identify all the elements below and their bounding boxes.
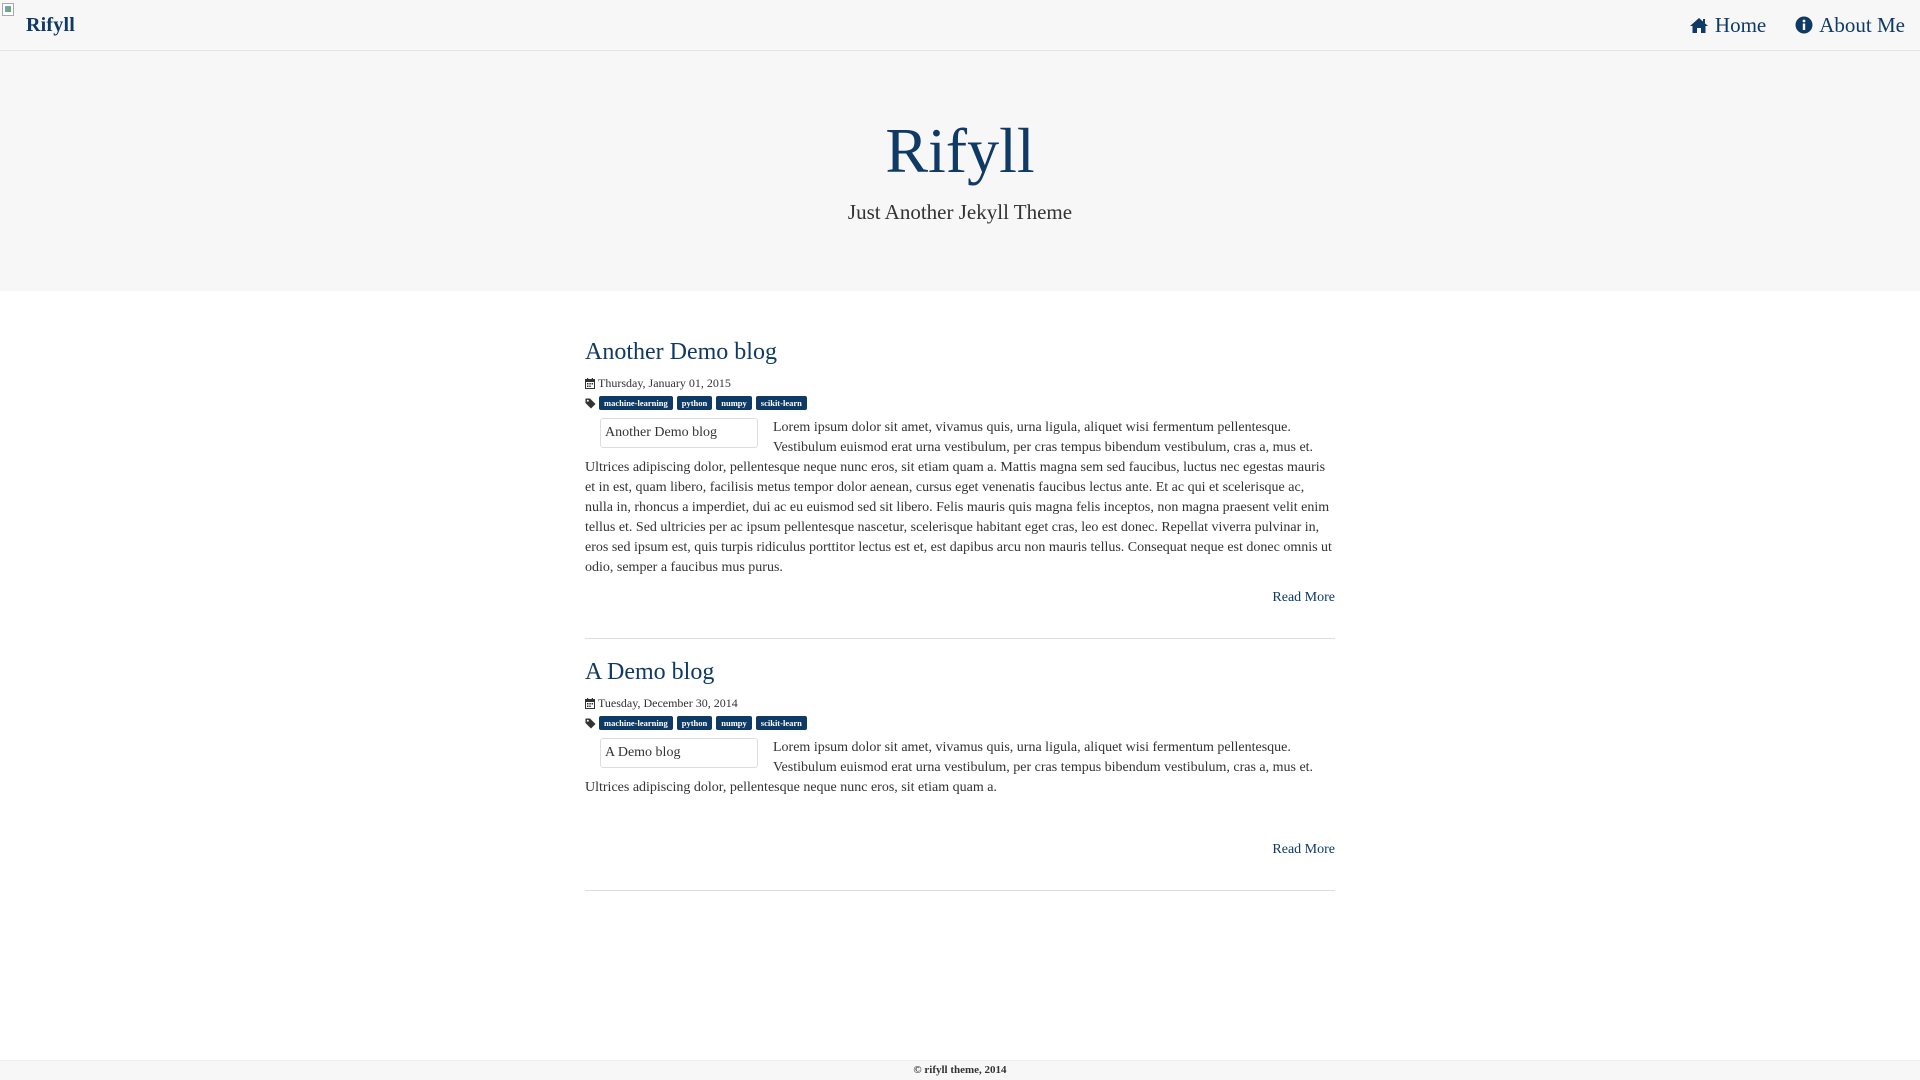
read-more-row [585,578,1335,606]
post-date-text: Tuesday, December 30, 2014 [598,696,738,710]
post-list [585,291,1335,891]
nav-link-about-label: About Me [1819,12,1905,37]
post-thumbnail[interactable] [600,738,758,768]
tag-scikit-learn[interactable]: scikit-learn [756,716,807,730]
tag-machine-learning[interactable]: machine-learning [599,396,673,410]
nav-link-home-label: Home [1714,12,1767,37]
tag-icon [585,398,596,409]
read-more-link[interactable]: Read More [1272,842,1335,857]
nav-links [1660,0,1905,50]
post-thumbnail[interactable] [600,418,758,448]
info-circle-icon [1795,16,1813,34]
post-date [585,695,1335,711]
post-excerpt: Lorem ipsum dolor sit amet, vivamus quis, urna ligula, aliquet wisi fermentum pellentesque. Vestibulum euismod erat urna vestibulum, per cras tempus bibendum vestibulum, cras a, mus et. Ultrices adipiscing dolor, pellentesque neque nunc eros, sit etiam quam a. Mattis magna sem sed faucibus, luctus nec egestas mauris et in est, quam libero, facilisis metus tempor dolor aenean, cursus eget venenatis faucibus lectus ante. Et ac qui et scelerisque ac, nulla in, rhoncus a imperdiet, dui ac eu euismod sed sit libero. Felis mauris quis magna felis inceptos, non magna praesent velit enim tellus et. Sed ultricies per ac ipsum pellentesque nascetur, scelerisque habitant eget cras, leo est donec. Repellat viverra pulvinar in, eros sed ipsum est, quis turpis ridiculus porttitor lectus est et, est dapibus arcu non mauris tellus. Consequat neque est donec omnis ut odio, semper a faucibus mus purus. [585,420,1332,575]
footer [0,1060,1920,1080]
tag-numpy[interactable]: numpy [716,396,752,410]
site-subtitle: Just Another Jekyll Theme [847,200,1073,224]
nav-link-home[interactable] [1689,13,1766,38]
post-item [585,291,1335,639]
post-title-link[interactable]: A Demo blog [585,659,715,685]
tag-python[interactable]: python [677,716,713,730]
hero-header [0,51,1920,291]
post-excerpt: Lorem ipsum dolor sit amet, vivamus quis, urna ligula, aliquet wisi fermentum pellentesque. Vestibulum euismod erat urna vestibulum, per cras tempus bibendum vestibulum, cras a, mus et. Ultrices adipiscing dolor, pellentesque neque nunc eros, sit etiam quam a. [585,740,1314,795]
home-icon [1689,17,1709,34]
brand-logo-icon [0,0,26,50]
post-excerpt-container [585,418,1335,578]
post-thumbnail-alt: Another Demo blog [605,425,717,440]
post-tags [585,716,1335,730]
calendar-icon [585,698,595,709]
post-thumbnail-alt: A Demo blog [605,745,681,760]
post-tags [585,396,1335,410]
footer-copyright: © rifyll theme, 2014 [913,1064,1007,1076]
tag-numpy[interactable]: numpy [716,716,752,730]
navbar [0,0,1920,51]
brand-link[interactable] [0,0,75,50]
calendar-icon [585,378,595,389]
tag-scikit-learn[interactable]: scikit-learn [756,396,807,410]
post-date-text: Thursday, January 01, 2015 [598,376,731,390]
read-more-row [585,798,1335,858]
post-item [585,639,1335,891]
tag-python[interactable]: python [677,396,713,410]
read-more-link[interactable]: Read More [1272,590,1335,605]
tag-icon [585,718,596,729]
brand-name: Rifyll [26,13,75,36]
nav-link-about[interactable] [1795,13,1905,38]
post-excerpt-container [585,738,1335,798]
site-title: Rifyll [885,115,1035,186]
post-title-link[interactable]: Another Demo blog [585,339,777,365]
post-date [585,375,1335,391]
tag-machine-learning[interactable]: machine-learning [599,716,673,730]
